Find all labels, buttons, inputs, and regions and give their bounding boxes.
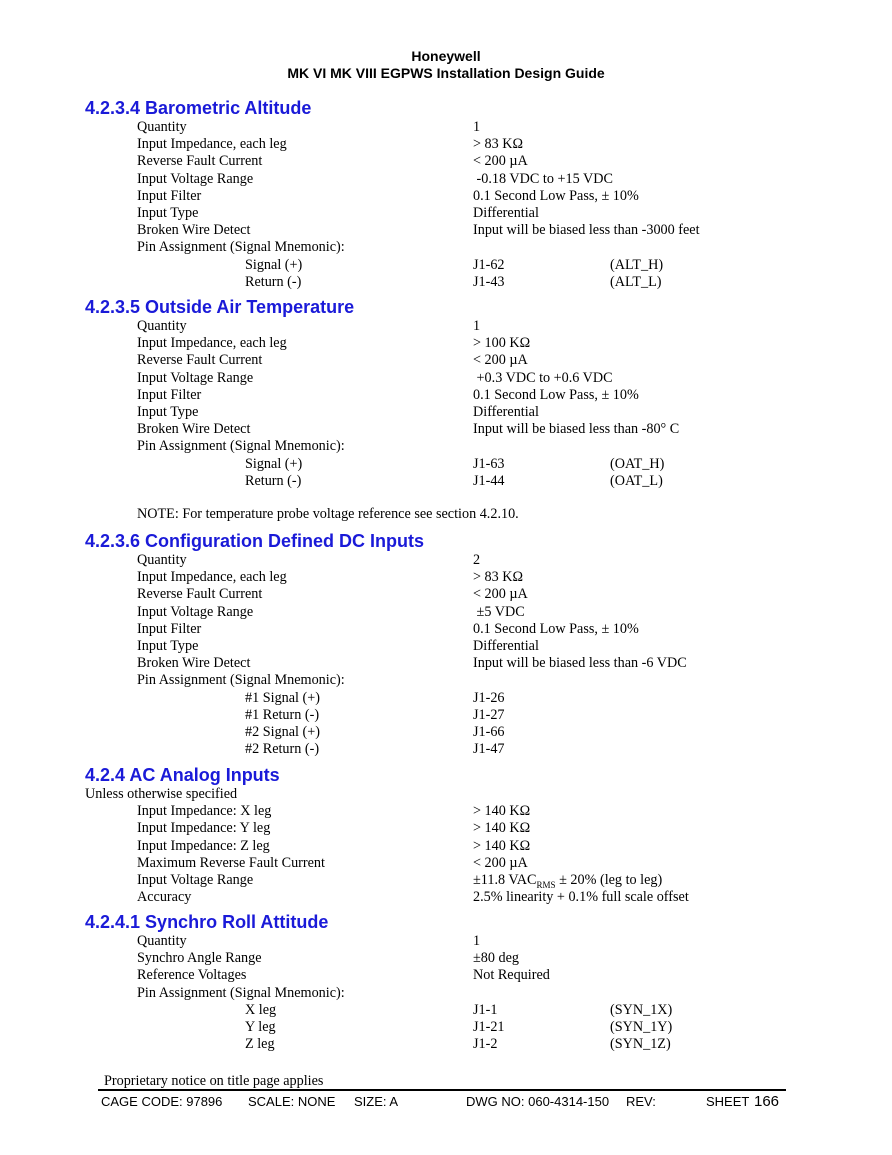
pin-mnemonic: (SYN_1Y) [610,1018,673,1035]
spec-value: +0.3 VDC to +0.6 VDC [473,369,613,386]
spec-value: Input will be biased less than -80° C [473,421,680,438]
spec-label: Broken Wire Detect [137,655,251,672]
spec-row [85,803,845,820]
pin-row [85,1002,845,1019]
spec-row [85,950,845,967]
spec-label: Input Impedance: X leg [137,803,272,820]
spec-value: > 140 KΩ [473,803,531,820]
spec-label: Synchro Angle Range [137,950,262,967]
footer-divider [98,1089,786,1091]
pin-label: Y leg [245,1018,276,1035]
spec-row [85,352,845,369]
spec-label: Broken Wire Detect [137,421,251,438]
spec-row [85,404,845,421]
spec-label: Quantity [137,933,187,949]
pin-value: J1-26 [473,689,505,706]
pin-row [85,274,845,291]
size: SIZE: A [354,1094,399,1109]
spec-label: Quantity [137,552,187,568]
pin-mnemonic: (SYN_1X) [610,1001,673,1018]
spec-row [85,967,845,984]
spec-row [85,370,845,387]
section-title: 4.2.3.5 Outside Air Temperature [85,297,355,317]
spec-value: ±11.8 $VAC_{RMS} \pm 20\%$ (leg to leg) [473,871,663,890]
spec-value: Differential [473,637,539,654]
spec-value: < 200 µA [473,854,528,871]
spec-label: Reference Voltages [137,967,247,984]
spec-label: Pin Assignment (Signal Mnemonic): [137,239,345,256]
spec-value: > 140 KΩ [473,837,531,854]
pin-mnemonic: (OAT_H) [610,455,665,472]
section-subtitle: Unless otherwise specified [85,786,238,802]
spec-value: 0.1 Second Low Pass, ± 10% [473,620,639,637]
spec-row [85,188,845,205]
spec-row [85,318,845,335]
pin-row [85,1036,845,1053]
spec-label: Reverse Fault Current [137,153,263,170]
spec-label: Pin Assignment (Signal Mnemonic): [137,672,345,689]
section-barometric-altitude [85,97,845,291]
cage-code: CAGE CODE: 97896 [101,1094,223,1109]
spec-row [85,119,845,136]
pin-row [85,707,845,724]
spec-label: Input Impedance, each leg [137,136,287,153]
spec-value: 2 [473,552,481,568]
spec-value: Input will be biased less than -6 VDC [473,655,687,672]
pin-value: J1-44 [473,472,505,489]
spec-label: Input Type [137,204,199,221]
spec-label: Input Impedance, each leg [137,335,287,352]
section-configuration-dc-inputs [85,530,845,758]
pin-value: J1-66 [473,723,505,740]
pin-row [85,456,845,473]
pin-label: Signal (+) [245,256,303,273]
section-outside-air-temperature [85,296,845,490]
header-company: Honeywell [411,48,481,64]
pin-row [85,724,845,741]
pin-value: J1-43 [473,273,505,290]
pin-mnemonic: (OAT_L) [610,472,663,489]
spec-label: Broken Wire Detect [137,222,251,239]
spec-label: Input Impedance: Y leg [137,820,271,837]
spec-row [85,889,845,906]
spec-value: > 83 KΩ [473,569,524,586]
pin-mnemonic: (SYN_1Z) [610,1036,671,1053]
spec-label: Input Type [137,637,199,654]
spec-row [85,855,845,872]
spec-label: Reverse Fault Current [137,586,263,603]
spec-row [85,838,845,855]
spec-value: 0.1 Second Low Pass, ± 10% [473,386,639,403]
pin-value: J1-62 [473,256,505,273]
section-title: 4.2.3.6 Configuration Defined DC Inputs [85,531,425,551]
spec-row [85,604,845,621]
temperature-note: NOTE: For temperature probe voltage reference see section 4.2.10. [137,506,519,522]
spec-label: Accuracy [137,889,192,906]
scale: SCALE: NONE [248,1094,336,1109]
spec-row [85,239,845,256]
pin-value: J1-47 [473,741,505,758]
spec-label: Input Voltage Range [137,369,254,386]
pin-label: #2 Return (-) [245,741,320,758]
spec-label: Quantity [137,119,187,135]
spec-label: Input Type [137,403,199,420]
pin-mnemonic: (ALT_H) [610,256,664,273]
sheet-label: SHEET [706,1094,750,1109]
spec-row [85,153,845,170]
spec-row [85,552,845,569]
pin-value: J1-1 [473,1001,498,1018]
spec-value: 2.5% linearity + 0.1% full scale offset [473,889,689,906]
spec-label: Pin Assignment (Signal Mnemonic): [137,984,345,1001]
pin-label: Return (-) [245,273,302,290]
spec-label: Input Voltage Range [137,170,254,187]
spec-row [85,985,845,1002]
section-title: 4.2.3.4 Barometric Altitude [85,98,312,118]
section-title: 4.2.4.1 Synchro Roll Attitude [85,912,329,932]
spec-label: Pin Assignment (Signal Mnemonic): [137,438,345,455]
pin-value: J1-2 [473,1036,498,1053]
spec-row [85,655,845,672]
spec-value: 1 [473,933,481,949]
spec-label: Input Filter [137,187,202,204]
spec-label: Input Impedance, each leg [137,569,287,586]
spec-value: < 200 µA [473,153,528,170]
spec-value: > 140 KΩ [473,820,531,837]
section-ac-analog-inputs [85,764,845,906]
pin-mnemonic: (ALT_L) [610,273,662,290]
spec-row [85,933,845,950]
spec-label: Input Filter [137,620,202,637]
spec-value: ±80 deg [473,950,520,967]
pin-label: Signal (+) [245,455,303,472]
pin-label: Z leg [245,1036,275,1053]
pin-value: J1-63 [473,455,505,472]
spec-row [85,872,845,889]
spec-row [85,421,845,438]
spec-label: Quantity [137,318,187,334]
spec-row [85,387,845,404]
revision: REV: [626,1094,656,1109]
pin-label: #1 Signal (+) [245,689,320,706]
proprietary-notice: Proprietary notice on title page applies [104,1073,324,1089]
spec-value: < 200 µA [473,352,528,369]
pin-label: #2 Signal (+) [245,723,320,740]
spec-value: 1 [473,318,481,334]
pin-row [85,257,845,274]
pin-row [85,690,845,707]
spec-label: Input Filter [137,386,202,403]
spec-label: Input Impedance: Z leg [137,837,270,854]
pin-label: #1 Return (-) [245,706,320,723]
spec-value: 1 [473,119,481,135]
spec-label: Input Voltage Range [137,603,254,620]
spec-label: Maximum Reverse Fault Current [137,854,325,871]
spec-value: Not Required [473,967,550,984]
spec-value: > 100 KΩ [473,335,531,352]
pin-value: J1-27 [473,706,505,723]
spec-row [85,222,845,239]
spec-value: ±5 VDC [473,603,525,620]
spec-row [85,638,845,655]
pin-label: Return (-) [245,472,302,489]
spec-row [85,438,845,455]
spec-label: Input Voltage Range [137,871,254,888]
spec-value: 0.1 Second Low Pass, ± 10% [473,187,639,204]
spec-row [85,136,845,153]
spec-row [85,569,845,586]
spec-row [85,586,845,603]
pin-value: J1-21 [473,1018,505,1035]
spec-row [85,820,845,837]
sheet-number: 166 [754,1093,780,1110]
pin-row [85,741,845,758]
title-block [98,1093,788,1111]
spec-value: Input will be biased less than -3000 feet [473,222,700,239]
pin-row [85,1019,845,1036]
spec-row [85,621,845,638]
header-title: MK VI MK VIII EGPWS Installation Design Guide [287,65,605,81]
spec-value: Differential [473,204,539,221]
spec-label: Reverse Fault Current [137,352,263,369]
spec-row [85,672,845,689]
spec-value: > 83 KΩ [473,136,524,153]
pin-label: X leg [245,1001,277,1018]
spec-row [85,335,845,352]
section-synchro-roll-attitude [85,911,845,1053]
spec-row [85,171,845,188]
drawing-number: DWG NO: 060-4314-150 [466,1094,610,1109]
section-title: 4.2.4 AC Analog Inputs [85,765,280,785]
spec-value: -0.18 VDC to +15 VDC [473,170,613,187]
spec-value: < 200 µA [473,586,528,603]
spec-value: Differential [473,403,539,420]
page-header [0,48,892,82]
pin-row [85,473,845,490]
spec-row [85,205,845,222]
